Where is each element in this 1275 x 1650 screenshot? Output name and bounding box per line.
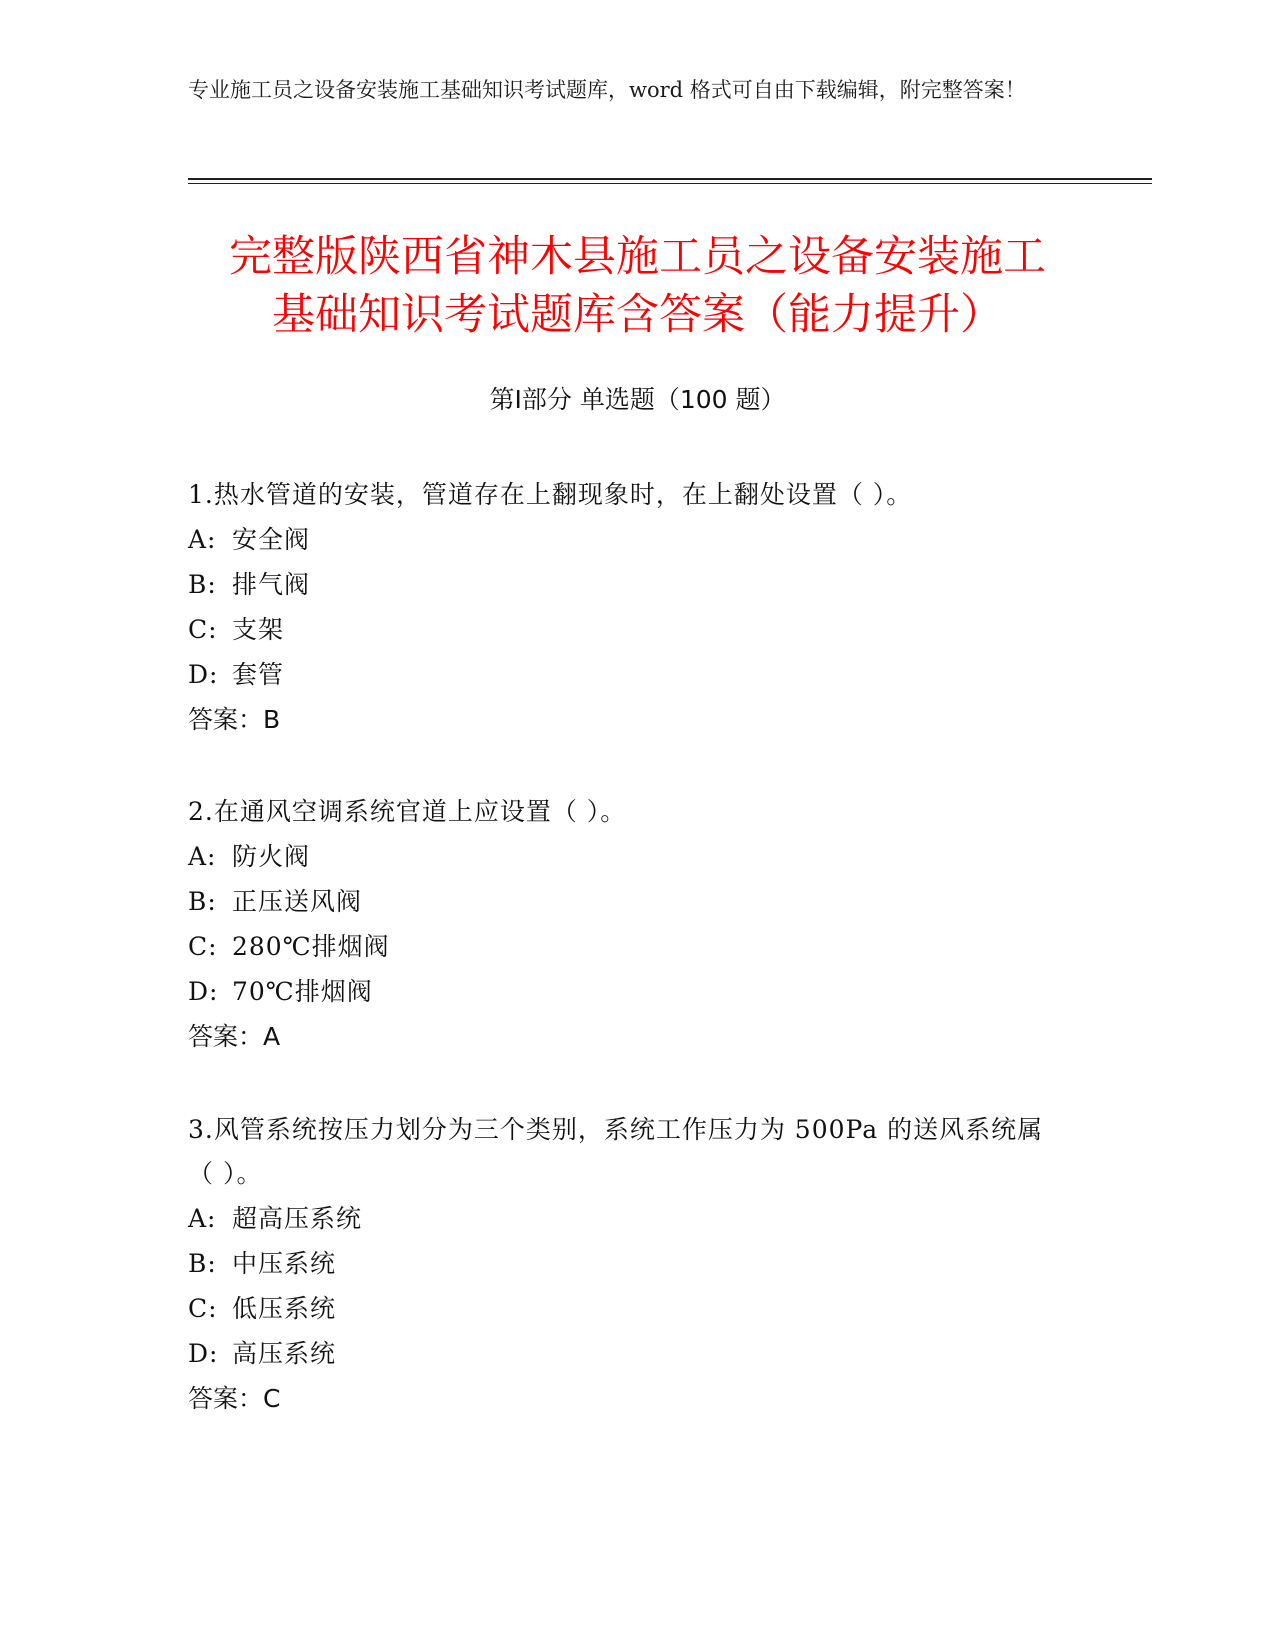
option-c bbox=[188, 924, 1068, 969]
title-line-1: 完整版陕西省神木县施工员之设备安装施工 bbox=[229, 232, 1046, 282]
option-text: 低压系统 bbox=[232, 1294, 337, 1323]
option-letter: D: bbox=[188, 1339, 219, 1368]
answer: 答案：C bbox=[188, 1384, 281, 1413]
option-text: 280℃排烟阀 bbox=[232, 932, 390, 961]
option-d bbox=[188, 1331, 1068, 1376]
option-a bbox=[188, 1196, 1068, 1241]
question-3 bbox=[188, 1108, 1068, 1422]
option-text: 超高压系统 bbox=[232, 1204, 363, 1233]
option-b bbox=[188, 879, 1068, 924]
option-d bbox=[188, 652, 1068, 697]
option-letter: B: bbox=[188, 887, 217, 916]
option-a bbox=[188, 834, 1068, 879]
question-text: 1.热水管道的安装，管道存在上翻现象时，在上翻处设置（ ）。 bbox=[188, 480, 913, 509]
option-letter: D: bbox=[188, 660, 219, 689]
option-d bbox=[188, 969, 1068, 1014]
question-2 bbox=[188, 790, 1068, 1060]
title-line-2: 基础知识考试题库含答案（能力提升） bbox=[272, 290, 1003, 340]
option-letter: A: bbox=[188, 1204, 217, 1233]
option-text: 排气阀 bbox=[232, 570, 311, 599]
answer: 答案：A bbox=[188, 1022, 281, 1051]
header-divider-thick bbox=[188, 178, 1152, 180]
header-divider-thin bbox=[188, 183, 1152, 184]
question-text: 2.在通风空调系统官道上应设置（ ）。 bbox=[188, 797, 627, 826]
option-a bbox=[188, 517, 1068, 562]
option-letter: C: bbox=[188, 1294, 218, 1323]
option-b bbox=[188, 562, 1068, 607]
option-c bbox=[188, 607, 1068, 652]
option-text: 正压送风阀 bbox=[232, 887, 363, 916]
option-letter: B: bbox=[188, 1249, 217, 1278]
option-text: 高压系统 bbox=[232, 1339, 337, 1368]
option-text: 套管 bbox=[232, 660, 285, 689]
option-text: 安全阀 bbox=[232, 525, 311, 554]
section-title: 第Ⅰ部分 单选题（100 题） bbox=[489, 385, 786, 414]
answer: 答案：B bbox=[188, 705, 281, 734]
option-letter: C: bbox=[188, 932, 218, 961]
option-b bbox=[188, 1241, 1068, 1286]
option-letter: D: bbox=[188, 977, 219, 1006]
option-text: 中压系统 bbox=[232, 1249, 337, 1278]
option-text: 70℃排烟阀 bbox=[232, 977, 373, 1006]
option-letter: A: bbox=[188, 525, 217, 554]
option-c bbox=[188, 1286, 1068, 1331]
header-note: 专业施工员之设备安装施工基础知识考试题库，word 格式可自由下载编辑，附完整答案！ bbox=[188, 78, 1026, 102]
document-title bbox=[150, 228, 1125, 344]
question-text: 3.风管系统按压力划分为三个类别，系统工作压力为 500Pa 的送风系统属（ ）。 bbox=[188, 1115, 1044, 1188]
option-letter: B: bbox=[188, 570, 217, 599]
option-text: 防火阀 bbox=[232, 842, 311, 871]
option-text: 支架 bbox=[232, 615, 285, 644]
option-letter: A: bbox=[188, 842, 217, 871]
question-1 bbox=[188, 473, 1068, 743]
option-letter: C: bbox=[188, 615, 218, 644]
